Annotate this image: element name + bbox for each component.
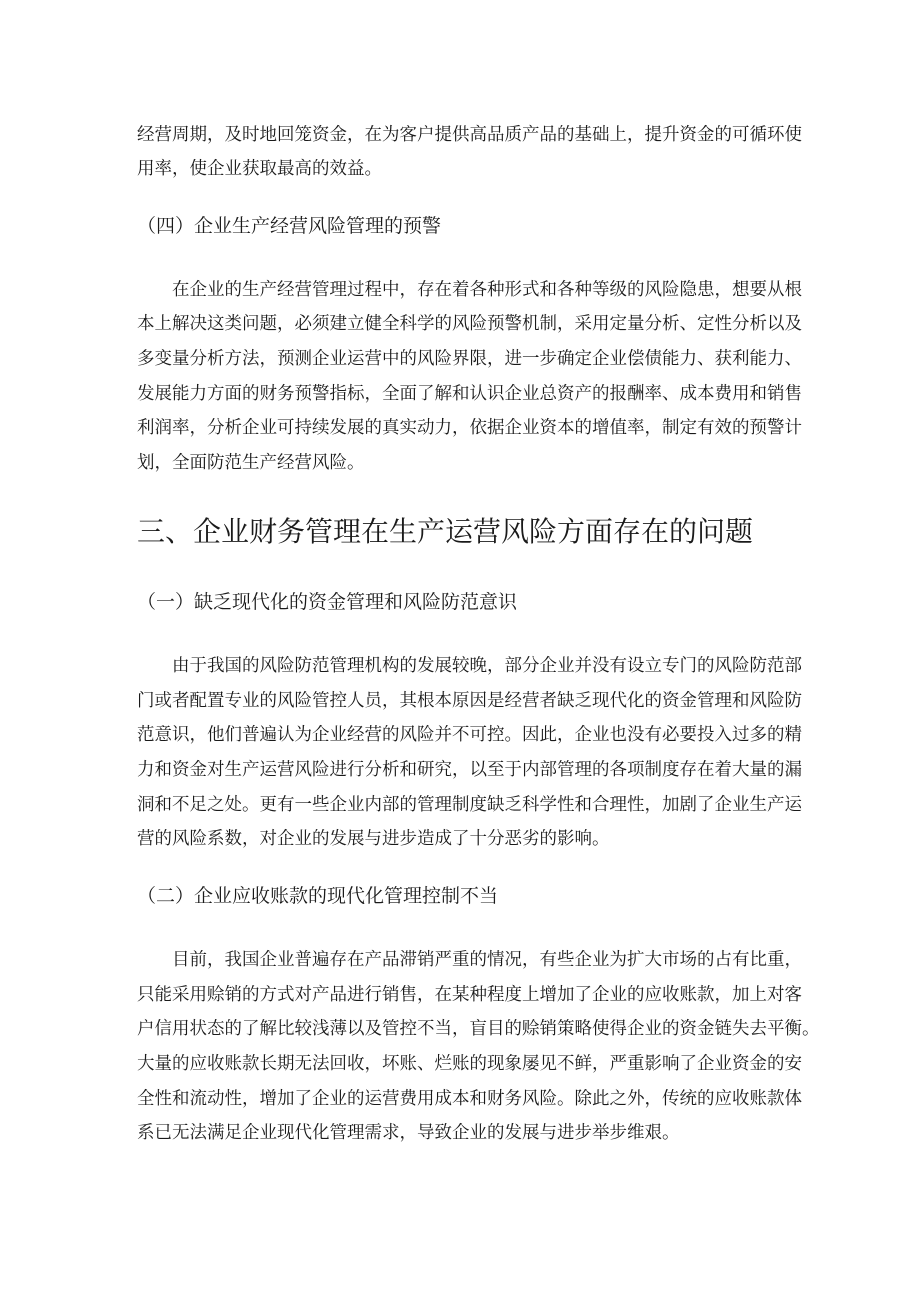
subsection-heading: （四）企业生产经营风险管理的预警: [137, 215, 442, 237]
paragraph-line: 营的风险系数，对企业的发展与进步造成了十分恶劣的影响。: [137, 829, 610, 849]
paragraph-line: 全性和流动性，增加了企业的运营费用成本和财务风险。除此之外，传统的应收账款体: [137, 1089, 802, 1109]
paragraph-line: 洞和不足之处。更有一些企业内部的管理制度缺乏科学性和合理性，加剧了企业生产运: [137, 795, 802, 815]
section-heading: 三、企业财务管理在生产运营风险方面存在的问题: [137, 515, 754, 548]
paragraph-line: 力和资金对生产运营风险进行分析和研究，以至于内部管理的各项制度存在着大量的漏: [137, 760, 802, 780]
subsection-heading: （一）缺乏现代化的资金管理和风险防范意识: [137, 591, 518, 613]
paragraph-line: 系已无法满足企业现代化管理需求，导致企业的发展与进步举步维艰。: [137, 1123, 680, 1143]
paragraph-line: 多变量分析方法，预测企业运营中的风险界限，进一步确定企业偿债能力、获利能力、: [137, 349, 802, 369]
paragraph-line: 用率，使企业获取最高的效益。: [137, 159, 382, 179]
paragraph-line: 利润率，分析企业可持续发展的真实动力，依据企业资本的增值率，制定有效的预警计: [137, 418, 802, 438]
paragraph-line: 大量的应收账款长期无法回收，坏账、烂账的现象屡见不鲜，严重影响了企业资金的安: [137, 1054, 802, 1074]
paragraph-line: 划，全面防范生产经营风险。: [137, 453, 365, 473]
paragraph-line: 经营周期，及时地回笼资金，在为客户提供高品质产品的基础上，提升资金的可循环使: [137, 125, 802, 145]
paragraph-line: 本上解决这类问题，必须建立健全科学的风险预警机制，采用定量分析、定性分析以及: [137, 314, 802, 334]
paragraph-line: 范意识，他们普遍认为企业经营的风险并不可控。因此，企业也没有必要投入过多的精: [137, 725, 802, 745]
paragraph-line: 门或者配置专业的风险管控人员，其根本原因是经营者缺乏现代化的资金管理和风险防: [137, 691, 802, 711]
paragraph-line: 由于我国的风险防范管理机构的发展较晚，部分企业并没有设立专门的风险防范部: [137, 656, 802, 676]
paragraph-line: 户信用状态的了解比较浅薄以及管控不当，盲目的赊销策略使得企业的资金链失去平衡。: [137, 1019, 820, 1039]
paragraph-line: 在企业的生产经营管理过程中，存在着各种形式和各种等级的风险隐患，想要从根: [137, 280, 802, 300]
paragraph-line: 只能采用赊销的方式对产品进行销售，在某种程度上增加了企业的应收账款，加上对客: [137, 985, 802, 1005]
subsection-heading: （二）企业应收账款的现代化管理控制不当: [137, 885, 499, 907]
paragraph-line: 发展能力方面的财务预警指标，全面了解和认识企业总资产的报酬率、成本费用和销售: [137, 384, 802, 404]
paragraph-line: 目前，我国企业普遍存在产品滞销严重的情况，有些企业为扩大市场的占有比重，: [137, 950, 802, 970]
